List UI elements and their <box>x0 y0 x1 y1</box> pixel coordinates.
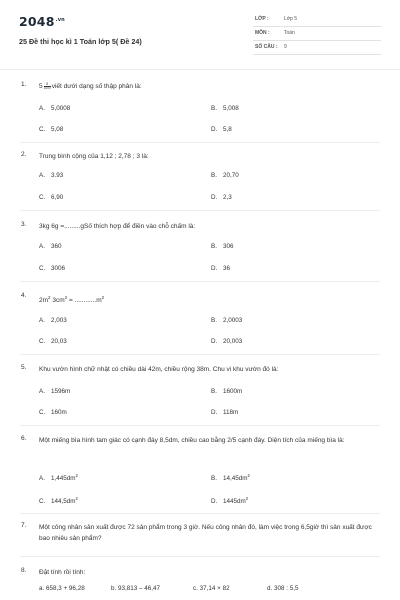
unit: dm <box>237 498 246 506</box>
question-divider <box>20 142 380 143</box>
question-number: 6. <box>21 435 27 442</box>
meta-subject-label: MÔN : <box>255 30 270 36</box>
meta-count-label: SỐ CÂU : <box>255 44 278 50</box>
fraction-numerator: 8 <box>44 83 51 87</box>
question-divider <box>20 281 380 282</box>
unit: dm <box>66 475 76 483</box>
option-key: A. <box>39 172 45 179</box>
option-text: 20,70 <box>223 172 239 179</box>
logo-suffix: .vn <box>55 16 65 23</box>
option-text: 1600m <box>223 388 243 395</box>
option-text: 1445 <box>223 498 238 506</box>
option-d[interactable] <box>211 338 242 345</box>
option-text: 5,008 <box>223 105 239 112</box>
calc-item-b: b. 93,813 – 46,47 <box>111 585 161 592</box>
term-1: 2m <box>39 297 49 305</box>
option-key: D. <box>211 498 218 506</box>
option-key: C. <box>39 498 46 506</box>
option-text: 1596m <box>51 388 71 395</box>
option-key: D. <box>211 409 218 416</box>
option-key: C. <box>39 194 46 201</box>
option-key: B. <box>211 388 217 395</box>
option-key: A. <box>39 105 45 112</box>
option-b[interactable] <box>211 317 242 324</box>
option-b[interactable] <box>211 473 250 482</box>
exponent: 2 <box>64 295 68 300</box>
page-title: 25 Đề thi học kì 1 Toán lớp 5( Đề 24) <box>19 37 142 46</box>
option-d[interactable] <box>211 496 248 505</box>
option-key: C. <box>39 338 46 345</box>
question-number: 3. <box>21 221 27 228</box>
mixed-number-whole: 5 <box>39 83 43 90</box>
site-logo[interactable] <box>19 14 65 29</box>
option-c[interactable] <box>39 126 63 133</box>
meta-subject-value: Toán <box>284 30 295 36</box>
question-text: Khu vườn hình chữ nhật có chiều dài 42m, chiều rộng 38m. Chu vi khu vườn đó là: <box>39 366 279 373</box>
term-3: = ............m <box>67 297 102 305</box>
option-text: 6,90 <box>51 194 64 201</box>
option-a[interactable] <box>39 473 78 482</box>
option-c[interactable] <box>39 265 65 272</box>
option-text: 5,8 <box>223 126 232 133</box>
option-text: 3006 <box>51 265 66 272</box>
option-key: D. <box>211 194 218 201</box>
option-text: 5,08 <box>51 126 64 133</box>
meta-count-row <box>253 42 381 55</box>
question-text-rest: viết dưới dạng số thập phân là: <box>51 83 142 90</box>
option-text: 160m <box>51 409 67 416</box>
exponent: 2 <box>245 496 249 501</box>
question-text: Một công nhân sản xuất được 72 sản phẩm trong 3 giờ. Nếu công nhân đó, làm việc trong 6,5giờ thì sản xuất được bao nhiêu sản phẩm? <box>39 524 372 542</box>
option-key: D. <box>211 126 218 133</box>
option-c[interactable] <box>39 338 67 345</box>
meta-subject-row <box>253 28 381 41</box>
question-text <box>39 292 379 306</box>
option-a[interactable] <box>39 388 70 395</box>
option-text: 5,0008 <box>51 105 71 112</box>
fraction-denominator: 1000 <box>43 85 51 90</box>
question-number: 2. <box>21 151 27 158</box>
option-a[interactable] <box>39 243 62 250</box>
option-c[interactable] <box>39 496 78 505</box>
question-divider <box>20 354 380 355</box>
option-text: 2,3 <box>223 194 232 201</box>
meta-count-value: 9 <box>284 44 287 50</box>
option-key: C. <box>39 409 46 416</box>
header-divider <box>0 69 400 70</box>
exponent: 2 <box>101 295 105 300</box>
option-b[interactable] <box>211 243 234 250</box>
question-divider <box>20 513 380 514</box>
exponent: 2 <box>75 473 78 478</box>
option-a[interactable] <box>39 105 70 112</box>
option-key: C. <box>39 265 46 272</box>
option-b[interactable] <box>211 172 239 179</box>
option-d[interactable] <box>211 194 232 201</box>
option-b[interactable] <box>211 105 239 112</box>
option-text: 36 <box>223 265 231 272</box>
question-number: 8. <box>21 567 27 574</box>
question-divider <box>20 425 380 426</box>
option-key: A. <box>39 243 45 250</box>
fraction <box>44 83 51 90</box>
option-text: 2,0003 <box>223 317 243 324</box>
question-text <box>39 81 379 92</box>
option-text: 20,003 <box>223 338 243 345</box>
calc-item-d: d. 308 : 5,5 <box>267 585 299 592</box>
option-key: B. <box>211 475 217 483</box>
option-key: B. <box>211 105 217 112</box>
option-text: 2,003 <box>51 317 67 324</box>
exponent: 2 <box>247 473 250 478</box>
option-text: 360 <box>51 243 62 250</box>
question-text: Đặt tính rồi tính: <box>39 569 86 576</box>
exponent: 2 <box>75 496 78 501</box>
option-text: 14,45 <box>223 475 239 483</box>
question-number: 7. <box>21 522 27 529</box>
question-text: Trung bình cộng của 1,12 ; 2,78 ; 3 là: <box>39 153 149 160</box>
option-a[interactable] <box>39 317 67 324</box>
option-d[interactable] <box>211 265 230 272</box>
option-b[interactable] <box>211 388 242 395</box>
document-header <box>0 0 400 66</box>
exponent: 2 <box>48 295 51 300</box>
option-d[interactable] <box>211 409 238 416</box>
question-text: Một miếng bìa hình tam giác có cạnh đáy 8,5dm, chiều cao bằng 2/5 cạnh đáy. Diện tích của miếng bìa là: <box>39 437 345 444</box>
option-key: A. <box>39 388 45 395</box>
question-number: 4. <box>21 292 27 299</box>
meta-class-value: Lớp 5 <box>284 16 298 22</box>
option-c[interactable] <box>39 194 63 201</box>
logo-text: 2048 <box>19 14 55 29</box>
calc-item-a: a. 658,3 + 96,28 <box>39 585 85 592</box>
option-key: A. <box>39 317 45 324</box>
option-text: 118m <box>223 409 239 416</box>
question-number: 1. <box>21 81 27 88</box>
meta-class-row <box>253 14 381 27</box>
question-number: 5. <box>21 364 27 371</box>
calc-item-c: c. 37,14 × 82 <box>193 585 230 592</box>
option-text: 306 <box>223 243 234 250</box>
option-text: 1,445 <box>51 475 67 483</box>
option-text: 144,5 <box>51 498 67 506</box>
option-key: D. <box>211 338 218 345</box>
option-c[interactable] <box>39 409 67 416</box>
option-d[interactable] <box>211 126 232 133</box>
option-text: 3.93 <box>51 172 64 179</box>
term-2: 3cm <box>50 297 65 305</box>
question-divider <box>20 556 380 557</box>
question-divider <box>20 210 380 211</box>
option-key: C. <box>39 126 46 133</box>
meta-class-label: LỚP : <box>255 16 269 22</box>
unit: dm <box>238 475 248 483</box>
option-key: B. <box>211 172 217 179</box>
option-a[interactable] <box>39 172 63 179</box>
unit: dm <box>66 498 76 506</box>
option-text: 20,03 <box>51 338 67 345</box>
option-key: B. <box>211 317 217 324</box>
option-key: A. <box>39 475 45 483</box>
option-key: B. <box>211 243 217 250</box>
question-text: 3kg 6g =.........gSố thích hợp để điền vào chỗ chấm là: <box>39 223 196 230</box>
option-key: D. <box>211 265 218 272</box>
